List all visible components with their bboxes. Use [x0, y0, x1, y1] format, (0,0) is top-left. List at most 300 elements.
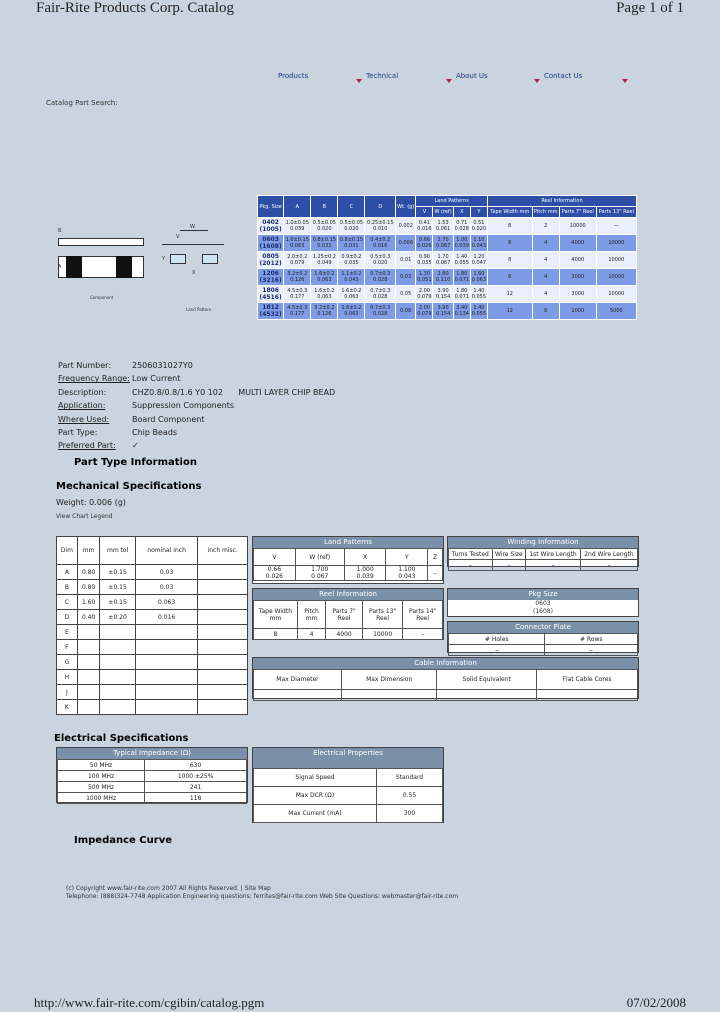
- land-w-cell: [433, 286, 453, 303]
- pkg-size-title: Pkg Size: [448, 589, 638, 600]
- cell-inch: 0.028: [373, 311, 388, 317]
- page-header-title: Fair-Rite Products Corp. Catalog: [36, 0, 235, 16]
- cable-cell: [341, 690, 436, 701]
- dim-header: Dim: [57, 537, 78, 565]
- pkg-size-cell: [258, 218, 284, 235]
- col-wt: Wt. (g): [396, 196, 416, 218]
- dim-row: [57, 685, 248, 700]
- dim-b-label: B: [58, 228, 62, 234]
- dim-cell: [338, 269, 365, 286]
- pitch-value: 4: [297, 629, 325, 640]
- land-x-cell: [453, 235, 470, 252]
- land-y-cell: [470, 269, 487, 286]
- cell-inch: (1608): [259, 243, 282, 250]
- cell-inch: 0.134: [454, 311, 469, 317]
- land-v-cell: [416, 286, 433, 303]
- cell-inch: (2012): [259, 260, 282, 267]
- part-info-label: Description:: [58, 387, 107, 397]
- size-table-row: [258, 235, 637, 252]
- cell-inch: 0.031: [317, 243, 332, 249]
- cell-mm: 1.6±0.2: [341, 288, 362, 294]
- cell-mm: 0805: [262, 253, 279, 260]
- land-y-cell: [470, 286, 487, 303]
- frequency-cell: 100 MHz: [58, 771, 145, 782]
- reel7-cell: 10000: [559, 218, 596, 235]
- tape-width-cell: 12: [487, 303, 532, 320]
- dim-cell: [284, 252, 311, 269]
- land-x-cell: [453, 218, 470, 235]
- dim-cell: [77, 670, 100, 685]
- weight-cell: 0.08: [396, 303, 416, 320]
- land-w-value: [295, 566, 344, 581]
- part-info: [58, 361, 418, 455]
- dim-row: [57, 640, 248, 655]
- dim-cell: [77, 685, 100, 700]
- parts-13-reel-header: Parts 13" Reel: [362, 601, 402, 629]
- part-info-row: [58, 388, 418, 401]
- cell-mm: 1.1±0.2: [341, 271, 362, 277]
- dim-cell: [365, 252, 396, 269]
- weight-cell: 0.03: [396, 269, 416, 286]
- land-pattern-drawing: [162, 224, 224, 294]
- cell-inch: 0.071: [454, 277, 469, 283]
- turns-tested-header: Turns Tested: [449, 549, 493, 560]
- reel7-cell: 4000: [559, 235, 596, 252]
- dim-cell: [198, 640, 248, 655]
- land-w-inch: 0.067: [311, 573, 329, 580]
- component-top-view: [58, 228, 148, 248]
- pitch-cell: 4: [532, 269, 559, 286]
- dim-v-label: V: [176, 234, 180, 240]
- land-pattern-caption: Land Pattern: [186, 307, 212, 312]
- nav-dropdown-icon[interactable]: [356, 79, 362, 83]
- weight-value: 0.006 (g): [89, 498, 126, 507]
- dim-cell: [100, 625, 135, 640]
- land-x-cell: [453, 269, 470, 286]
- land-x-mm: 1.000: [356, 566, 374, 573]
- dim-cell: 1.60: [77, 595, 100, 610]
- nav-dropdown-icon[interactable]: [534, 79, 540, 83]
- pkg-size-cell: [258, 235, 284, 252]
- dim-cell: C: [57, 595, 78, 610]
- mm-header: mm: [77, 537, 100, 565]
- dim-cell: [311, 269, 338, 286]
- electrical-table: [253, 768, 443, 823]
- land-y-inch: 0.043: [398, 573, 416, 580]
- dim-cell: [77, 625, 100, 640]
- dim-cell: [77, 640, 100, 655]
- land-w-mm: 1.700: [311, 566, 329, 573]
- parts-7-reel-header: Parts 7" Reel: [326, 601, 363, 629]
- land-x-cell: [453, 252, 470, 269]
- land-v-cell: [416, 303, 433, 320]
- cell-inch: 0.016: [417, 226, 432, 232]
- land-z-header: Z: [428, 549, 443, 566]
- dim-cell: [338, 218, 365, 235]
- cell-inch: 0.154: [435, 311, 451, 317]
- cell-inch: 0.126: [317, 311, 332, 317]
- land-v-cell: [416, 218, 433, 235]
- part-info-label[interactable]: Preferred Part:: [58, 441, 116, 451]
- dim-cell: [198, 580, 248, 595]
- part-type-heading: Part Type Information: [74, 457, 197, 468]
- cell-mm: 1.80: [456, 288, 468, 294]
- dim-cell: [198, 655, 248, 670]
- dim-cell: [338, 303, 365, 320]
- dim-cell: [198, 610, 248, 625]
- col-w: W (ref): [433, 207, 453, 218]
- dim-cell: [365, 218, 396, 235]
- dim-cell: [135, 625, 198, 640]
- dim-row: [57, 655, 248, 670]
- part-info-value: Chip Beads: [132, 427, 178, 437]
- land-y-value: [386, 566, 428, 581]
- max-dimension-header: Max Dimension: [341, 670, 436, 690]
- cell-inch: 0.154: [435, 294, 451, 300]
- land-w-cell: [433, 269, 453, 286]
- pkg-size-value: 0603: [535, 600, 551, 607]
- dim-cell: [100, 700, 135, 715]
- dim-row: [57, 625, 248, 640]
- cell-mm: 1.40: [473, 305, 485, 311]
- cell-inch: 0.079: [417, 294, 432, 300]
- pitch-cell: 8: [532, 303, 559, 320]
- impedance-title: Typical Impedance (Ω): [57, 748, 247, 759]
- wire-size-header: Wire Size: [492, 549, 525, 560]
- land-v-value: [254, 566, 296, 581]
- tape-width-cell: 8: [487, 252, 532, 269]
- dim-row: [57, 595, 248, 610]
- cell-mm: 0.7±0.3: [370, 305, 391, 311]
- group-reel-info: Reel Information: [487, 196, 636, 207]
- land-x-header: X: [344, 549, 386, 566]
- flat-cable-cores-header: Flat Cable Cores: [537, 670, 638, 690]
- dim-cell: B: [57, 580, 78, 595]
- cell-inch: 0.039: [454, 243, 469, 249]
- dim-x-label: X: [192, 270, 196, 276]
- dim-cell: [311, 235, 338, 252]
- electrical-props-box: [252, 747, 444, 823]
- col-y: Y: [470, 207, 487, 218]
- property-cell: Signal Speed: [254, 769, 377, 787]
- cell-mm: 2.00: [418, 288, 430, 294]
- dim-cell: [100, 640, 135, 655]
- cell-inch: 0.177: [290, 311, 305, 317]
- dim-cell: [198, 565, 248, 580]
- page-number: Page 1 of 1: [616, 0, 684, 16]
- cell-mm: 0.5±0.05: [312, 220, 336, 226]
- cell-inch: 0.020: [373, 260, 388, 266]
- land-v-header: V: [254, 549, 296, 566]
- cell-mm: 2.80: [437, 271, 449, 277]
- impedance-row: [58, 793, 247, 804]
- part-info-label[interactable]: Where Used:: [58, 414, 110, 424]
- land-x-inch: 0.039: [356, 573, 374, 580]
- cell-inch: 0.049: [317, 260, 332, 266]
- cell-mm: 1.6±0.2: [341, 305, 362, 311]
- catalog-part-search-label[interactable]: Catalog Part Search:: [46, 99, 118, 107]
- reel7-cell: 3000: [559, 286, 596, 303]
- dim-row: [57, 580, 248, 595]
- dim-cell: 0.063: [135, 595, 198, 610]
- cell-mm: 1206: [262, 270, 279, 277]
- weight-label[interactable]: Weight:: [56, 498, 87, 507]
- part-info-label[interactable]: Frequency Range:: [58, 374, 130, 384]
- dim-cell: [365, 286, 396, 303]
- group-land-patterns: Land Patterns: [416, 196, 488, 207]
- cell-mm: 1.6±0.2: [314, 271, 335, 277]
- dim-cell: 0.03: [135, 580, 198, 595]
- weight-cell: 0.05: [396, 286, 416, 303]
- package-size-table: [257, 195, 637, 320]
- dim-cell: [338, 235, 365, 252]
- reel13-cell: 10000: [596, 235, 636, 252]
- reel7-cell: 3000: [559, 269, 596, 286]
- col-x: X: [453, 207, 470, 218]
- size-table-row: [258, 286, 637, 303]
- cell-inch: 0.079: [290, 260, 305, 266]
- impedance-row: [58, 771, 247, 782]
- cell-inch: 0.110: [435, 277, 451, 283]
- component-drawing: [58, 256, 144, 278]
- cell-inch: 0.031: [344, 243, 359, 249]
- nav-dropdown-icon[interactable]: [622, 79, 628, 83]
- cell-mm: 0.25±0.15: [367, 220, 394, 226]
- part-info-value: 2506031027Y0: [132, 361, 193, 370]
- dim-cell: D: [57, 610, 78, 625]
- col-a: A: [284, 196, 311, 218]
- part-info-value: Board Component: [132, 414, 205, 424]
- cell-mm: 3.2±0.2: [314, 305, 335, 311]
- dim-cell: [311, 286, 338, 303]
- turns-tested-value: –: [449, 560, 493, 571]
- wire-size-value: –: [492, 560, 525, 571]
- dim-cell: K: [57, 700, 78, 715]
- cell-inch: 0.035: [344, 260, 359, 266]
- cell-inch: 0.039: [290, 226, 305, 232]
- cell-inch: 0.010: [373, 226, 388, 232]
- cell-inch: 0.055: [471, 311, 487, 317]
- dim-cell: [100, 655, 135, 670]
- land-v-inch: 0.026: [265, 573, 283, 580]
- cell-mm: 1.25±0.2: [312, 254, 336, 260]
- dim-cell: [100, 685, 135, 700]
- pitch-cell: 2: [532, 218, 559, 235]
- cell-mm: 1.6±0.15: [285, 237, 309, 243]
- dim-cell: [365, 235, 396, 252]
- copyright-text[interactable]: (c) Copyright www.fair-rite.com 2007 All Rights Reserved. | Site Map: [66, 885, 271, 892]
- nominal-inch-header: nominal inch: [135, 537, 198, 565]
- cell-mm: 1.60: [473, 271, 485, 277]
- part-info-row: [58, 441, 418, 454]
- cell-mm: 0.5±0.3: [370, 254, 391, 260]
- cell-mm: 1.30: [418, 271, 430, 277]
- cell-mm: 0402: [262, 219, 279, 226]
- dim-cell: [338, 252, 365, 269]
- electrical-row: [254, 769, 443, 787]
- holes-header: # Holes: [449, 634, 545, 645]
- parts-14-reel-value: –: [403, 629, 443, 640]
- dim-cell: [135, 700, 198, 715]
- land-x-value: [344, 566, 386, 581]
- pkg-size-value-metric: (1608): [533, 608, 553, 615]
- land-v-cell: [416, 252, 433, 269]
- weight-cell: 0.002: [396, 218, 416, 235]
- cable-box: [252, 657, 639, 699]
- cell-inch: 0.051: [417, 277, 432, 283]
- cell-mm: 0.7±0.3: [370, 288, 391, 294]
- tape-width-cell: 12: [487, 286, 532, 303]
- dim-cell: [77, 655, 100, 670]
- nav-technical[interactable]: Technical: [366, 72, 399, 80]
- nav-contact-us[interactable]: Contact Us: [544, 72, 583, 80]
- second-wire-length-header: 2nd Wire Length: [580, 549, 637, 560]
- col-d: D: [365, 196, 396, 218]
- impedance-cell: 241: [145, 782, 247, 793]
- part-info-row: [58, 428, 418, 441]
- reel7-cell: 1000: [559, 303, 596, 320]
- electrical-row: [254, 805, 443, 823]
- pkg-size-cell: [258, 252, 284, 269]
- land-y-mm: 1.100: [398, 566, 416, 573]
- nav-products[interactable]: Products: [278, 72, 309, 80]
- dimension-table: [56, 536, 248, 715]
- land-w-cell: [433, 218, 453, 235]
- frequency-cell: 50 MHz: [58, 760, 145, 771]
- cell-inch: 0.028: [454, 226, 469, 232]
- land-patterns-title: Land Patterns: [253, 537, 443, 548]
- parts-14-reel-header: Parts 14" Reel: [403, 601, 443, 629]
- part-info-row: [58, 401, 418, 414]
- land-w-header: W (ref): [295, 549, 344, 566]
- cell-mm: 1.10: [473, 237, 485, 243]
- frequency-cell: 500 MHz: [58, 782, 145, 793]
- tape-width-cell: 8: [487, 269, 532, 286]
- cable-cell: [254, 690, 342, 701]
- col-c: C: [338, 196, 365, 218]
- cell-inch: 0.071: [454, 294, 469, 300]
- first-wire-length-value: –: [526, 560, 581, 571]
- part-info-label[interactable]: Application:: [58, 401, 106, 411]
- cell-mm: 2.0±0.2: [287, 254, 308, 260]
- col-v: V: [416, 207, 433, 218]
- dim-cell: [135, 685, 198, 700]
- cell-inch: 0.043: [471, 243, 487, 249]
- cell-inch: 0.063: [471, 277, 487, 283]
- size-table-row: [258, 252, 637, 269]
- col-pitch: Pitch mm: [532, 207, 559, 218]
- chart-legend-link[interactable]: View Chart Legend: [56, 513, 113, 520]
- dim-cell: [77, 700, 100, 715]
- dim-cell: [338, 286, 365, 303]
- size-table-row: [258, 303, 637, 320]
- cell-inch: 0.079: [417, 311, 432, 317]
- dim-cell: [135, 655, 198, 670]
- nav-about-us[interactable]: About Us: [456, 72, 488, 80]
- property-value-cell: 0.55: [376, 787, 442, 805]
- cable-cell: [537, 690, 638, 701]
- reel13-cell: —: [596, 218, 636, 235]
- cell-mm: 0.7±0.3: [370, 271, 391, 277]
- cell-mm: 1.40: [456, 254, 468, 260]
- pkg-size-cell: [258, 286, 284, 303]
- impedance-cell: 118: [145, 793, 247, 804]
- contact-text[interactable]: Telephone: (888)324-7748 Application Engineering questions: ferrites@fair-rite.com Web Site Questions: webmaster@fair-rite.com: [66, 893, 459, 900]
- dim-cell: [100, 670, 135, 685]
- cell-inch: 0.026: [417, 243, 432, 249]
- dim-row: [57, 610, 248, 625]
- cell-mm: 0.4±0.2: [370, 237, 391, 243]
- land-v-cell: [416, 235, 433, 252]
- cell-mm: 0.90: [418, 254, 430, 260]
- dim-cell: [198, 595, 248, 610]
- cell-inch: 0.043: [344, 277, 359, 283]
- cell-inch: 0.047: [471, 260, 487, 266]
- size-table-row: [258, 218, 637, 235]
- dim-w-label: W: [190, 224, 195, 230]
- part-info-row: [58, 361, 418, 374]
- cell-mm: 1806: [262, 287, 279, 294]
- dim-cell: A: [57, 565, 78, 580]
- cell-inch: 0.020: [471, 226, 487, 232]
- cell-mm: 0.71: [456, 220, 468, 226]
- dim-cell: [284, 303, 311, 320]
- weight-cell: 0.006: [396, 235, 416, 252]
- holes-value: –: [449, 645, 545, 656]
- dim-cell: [284, 286, 311, 303]
- max-diameter-header: Max Diameter: [254, 670, 342, 690]
- property-cell: Max Current (mA): [254, 805, 377, 823]
- impedance-table: [57, 759, 247, 804]
- cell-mm: 1.80: [456, 271, 468, 277]
- size-table-row: [258, 269, 637, 286]
- dim-cell: [198, 670, 248, 685]
- cell-inch: (4516): [259, 294, 282, 301]
- pitch-cell: 4: [532, 235, 559, 252]
- nav-dropdown-icon[interactable]: [446, 79, 452, 83]
- electrical-props-title: Electrical Properties: [253, 748, 443, 768]
- cell-mm: 2.00: [418, 305, 430, 311]
- dim-row: [57, 670, 248, 685]
- col-tape: Tape Width mm: [487, 207, 532, 218]
- parts-7-reel-value: 4000: [326, 629, 363, 640]
- dim-cell: 0.03: [135, 565, 198, 580]
- cell-inch: 0.028: [373, 277, 388, 283]
- mm-tol-header: mm tol: [100, 537, 135, 565]
- land-y-cell: [470, 303, 487, 320]
- frequency-cell: 1000 MHz: [58, 793, 145, 804]
- first-wire-length-header: 1st Wire Length: [526, 549, 581, 560]
- elec-heading: Electrical Specifications: [54, 733, 189, 744]
- impedance-curve-heading: Impedance Curve: [74, 835, 172, 846]
- cell-inch: 0.055: [454, 260, 469, 266]
- cell-inch: 0.063: [317, 277, 332, 283]
- pitch-header: Pitch mm: [297, 601, 325, 629]
- dim-cell: J: [57, 685, 78, 700]
- cell-mm: 3.90: [437, 288, 449, 294]
- impedance-row: [58, 760, 247, 771]
- cell-inch: 0.063: [317, 294, 332, 300]
- cell-mm: 4.5±0.3: [287, 305, 308, 311]
- property-cell: Max DCR (Ω): [254, 787, 377, 805]
- land-x-cell: [453, 303, 470, 320]
- cell-inch: 0.063: [344, 311, 359, 317]
- weight-cell: 0.01: [396, 252, 416, 269]
- dim-cell: H: [57, 670, 78, 685]
- second-wire-length-value: –: [580, 560, 637, 571]
- part-info-value: ✓: [132, 441, 139, 451]
- land-x-cell: [453, 286, 470, 303]
